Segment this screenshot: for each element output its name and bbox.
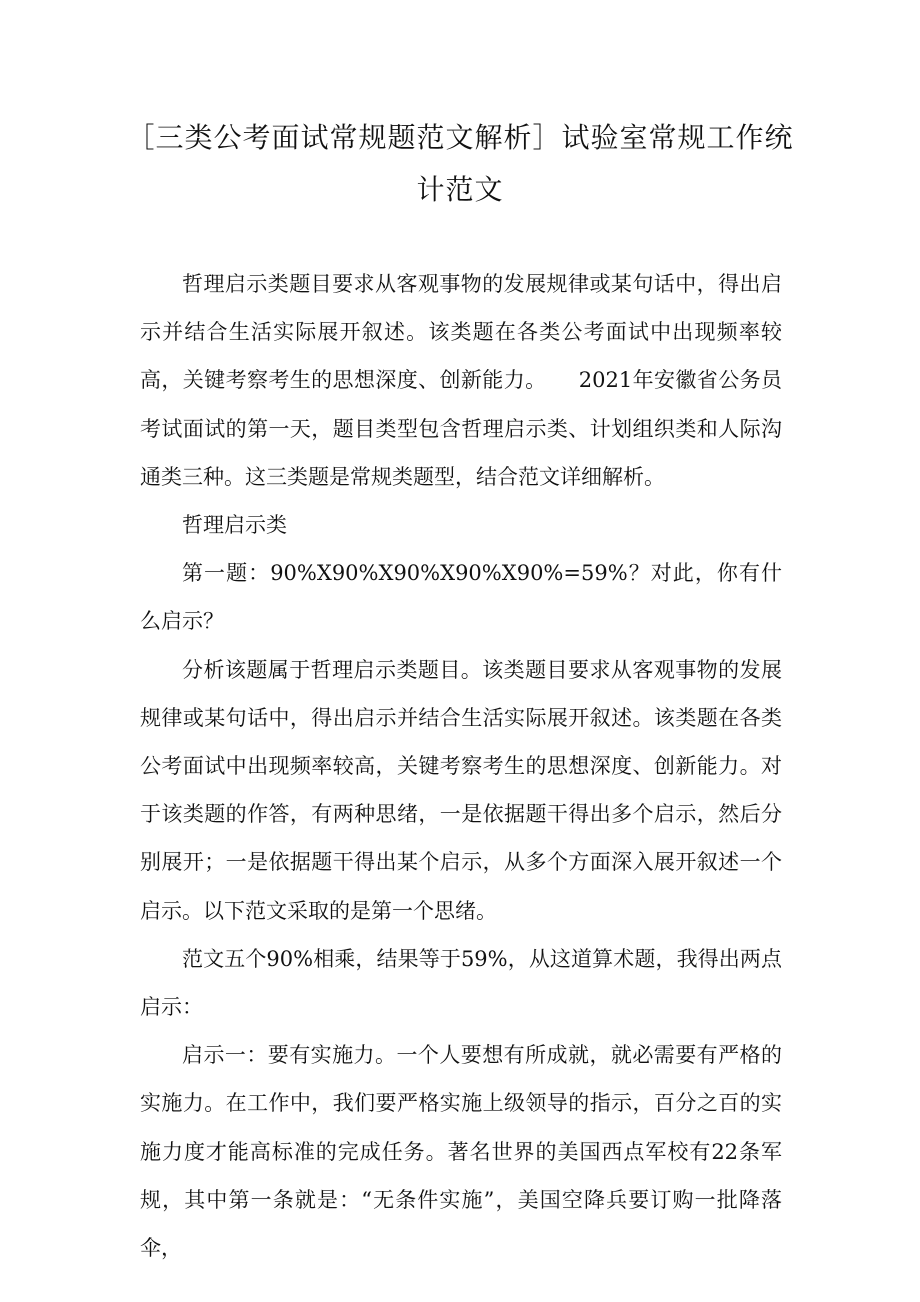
document-title: ［三类公考面试常规题范文解析］试验室常规工作统计范文 — [126, 121, 794, 206]
paragraph-intro: 哲理启示类题目要求从客观事物的发展规律或某句话中，得出启示并结合生活实际展开叙述。该类题在各类公考面试中出现频率较高，关键考察考生的思想深度、创新能力。 2021年安徽省公务员考试面试的第一天，题目类型包含哲理启示类、计划组织类和人际沟通类三种。这三类题是常规类题型，结合范文详细解析。 — [140, 272, 782, 489]
paragraph-insight-one: 启示一：要有实施力。一个人要想有所成就，就必需要有严格的实施力。在工作中，我们要严格实施上级领导的指示，百分之百的实施力度才能高标准的完成任务。著名世界的美国西点军校有22条军规，其中第一条就是：“无条件实施”，美国空降兵要订购一批降落伞， — [140, 1043, 782, 1261]
section-heading: 哲理启示类 — [182, 513, 287, 538]
paragraph-question: 第一题：90%X90%X90%X90%X90%=59%？对此，你有什么启示？ — [140, 561, 782, 634]
document-body — [140, 260, 782, 1272]
paragraph-analysis: 分析该题属于哲理启示类题目。该类题目要求从客观事物的发展规律或某句话中，得出启示并结合生活实际展开叙述。该类题在各类公考面试中出现频率较高，关键考察考生的思想深度、创新能力。对于该类题的作答，有两种思绪，一是依据题干得出多个启示，然后分别展开；一是依据题干得出某个启示，从多个方面深入展开叙述一个启示。以下范文采取的是第一个思绪。 — [140, 657, 782, 923]
paragraph-sample: 范文五个90%相乘，结果等于59%，从这道算术题，我得出两点启示： — [140, 946, 782, 1020]
